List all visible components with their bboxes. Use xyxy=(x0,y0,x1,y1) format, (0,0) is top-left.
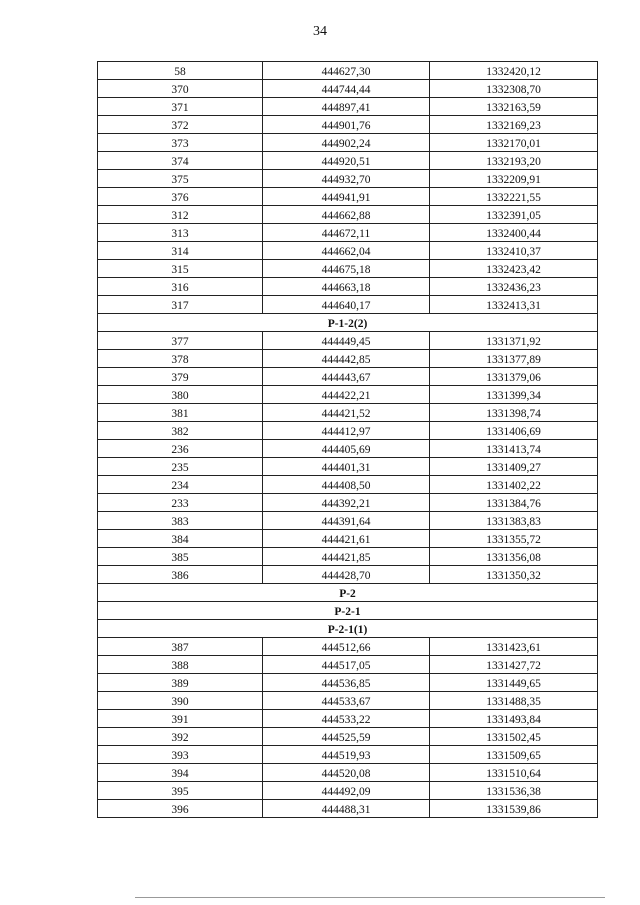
y-coordinate-cell: 1332193,20 xyxy=(430,152,598,170)
point-number-cell: 233 xyxy=(98,494,263,512)
coordinates-table xyxy=(97,61,598,818)
y-coordinate-cell: 1331502,45 xyxy=(430,728,598,746)
table-row xyxy=(98,134,598,152)
x-coordinate-cell: 444392,21 xyxy=(263,494,430,512)
table-row xyxy=(98,494,598,512)
table-row xyxy=(98,458,598,476)
x-coordinate-cell: 444391,64 xyxy=(263,512,430,530)
point-number-cell: 383 xyxy=(98,512,263,530)
table-row xyxy=(98,674,598,692)
table-row xyxy=(98,782,598,800)
point-number-cell: 236 xyxy=(98,440,263,458)
table-row xyxy=(98,62,598,80)
table-row xyxy=(98,386,598,404)
section-header-row xyxy=(98,620,598,638)
x-coordinate-cell: 444533,22 xyxy=(263,710,430,728)
y-coordinate-cell: 1331539,86 xyxy=(430,800,598,818)
point-number-cell: 381 xyxy=(98,404,263,422)
x-coordinate-cell: 444897,41 xyxy=(263,98,430,116)
x-coordinate-cell: 444512,66 xyxy=(263,638,430,656)
table-row xyxy=(98,332,598,350)
point-number-cell: 393 xyxy=(98,746,263,764)
x-coordinate-cell: 444675,18 xyxy=(263,260,430,278)
table-row xyxy=(98,566,598,584)
y-coordinate-cell: 1331356,08 xyxy=(430,548,598,566)
x-coordinate-cell: 444640,17 xyxy=(263,296,430,314)
y-coordinate-cell: 1331371,92 xyxy=(430,332,598,350)
x-coordinate-cell: 444536,85 xyxy=(263,674,430,692)
point-number-cell: 387 xyxy=(98,638,263,656)
y-coordinate-cell: 1331355,72 xyxy=(430,530,598,548)
section-label: Р-2-1(1) xyxy=(98,620,598,638)
y-coordinate-cell: 1331449,65 xyxy=(430,674,598,692)
y-coordinate-cell: 1331423,61 xyxy=(430,638,598,656)
point-number-cell: 392 xyxy=(98,728,263,746)
point-number-cell: 316 xyxy=(98,278,263,296)
point-number-cell: 390 xyxy=(98,692,263,710)
x-coordinate-cell: 444421,52 xyxy=(263,404,430,422)
table-row xyxy=(98,368,598,386)
point-number-cell: 396 xyxy=(98,800,263,818)
table-row xyxy=(98,728,598,746)
y-coordinate-cell: 1331409,27 xyxy=(430,458,598,476)
x-coordinate-cell: 444663,18 xyxy=(263,278,430,296)
y-coordinate-cell: 1332413,31 xyxy=(430,296,598,314)
table-row xyxy=(98,512,598,530)
point-number-cell: 389 xyxy=(98,674,263,692)
point-number-cell: 372 xyxy=(98,116,263,134)
y-coordinate-cell: 1332436,23 xyxy=(430,278,598,296)
y-coordinate-cell: 1332308,70 xyxy=(430,80,598,98)
x-coordinate-cell: 444902,24 xyxy=(263,134,430,152)
table-row xyxy=(98,80,598,98)
x-coordinate-cell: 444662,04 xyxy=(263,242,430,260)
point-number-cell: 382 xyxy=(98,422,263,440)
y-coordinate-cell: 1331536,38 xyxy=(430,782,598,800)
point-number-cell: 315 xyxy=(98,260,263,278)
x-coordinate-cell: 444941,91 xyxy=(263,188,430,206)
x-coordinate-cell: 444901,76 xyxy=(263,116,430,134)
y-coordinate-cell: 1331383,83 xyxy=(430,512,598,530)
point-number-cell: 378 xyxy=(98,350,263,368)
y-coordinate-cell: 1332170,01 xyxy=(430,134,598,152)
y-coordinate-cell: 1332163,59 xyxy=(430,98,598,116)
table-row xyxy=(98,206,598,224)
table-row xyxy=(98,800,598,818)
y-coordinate-cell: 1331509,65 xyxy=(430,746,598,764)
table-row xyxy=(98,350,598,368)
x-coordinate-cell: 444517,05 xyxy=(263,656,430,674)
point-number-cell: 314 xyxy=(98,242,263,260)
table-row xyxy=(98,638,598,656)
table-row xyxy=(98,224,598,242)
x-coordinate-cell: 444442,85 xyxy=(263,350,430,368)
point-number-cell: 374 xyxy=(98,152,263,170)
y-coordinate-cell: 1332410,37 xyxy=(430,242,598,260)
point-number-cell: 394 xyxy=(98,764,263,782)
x-coordinate-cell: 444744,44 xyxy=(263,80,430,98)
x-coordinate-cell: 444662,88 xyxy=(263,206,430,224)
point-number-cell: 58 xyxy=(98,62,263,80)
point-number-cell: 234 xyxy=(98,476,263,494)
x-coordinate-cell: 444627,30 xyxy=(263,62,430,80)
point-number-cell: 380 xyxy=(98,386,263,404)
table-row xyxy=(98,116,598,134)
table-row xyxy=(98,440,598,458)
x-coordinate-cell: 444932,70 xyxy=(263,170,430,188)
point-number-cell: 371 xyxy=(98,98,263,116)
table-row xyxy=(98,530,598,548)
table-row xyxy=(98,188,598,206)
table-row xyxy=(98,404,598,422)
point-number-cell: 313 xyxy=(98,224,263,242)
section-label: Р-1-2(2) xyxy=(98,314,598,332)
y-coordinate-cell: 1331384,76 xyxy=(430,494,598,512)
x-coordinate-cell: 444492,09 xyxy=(263,782,430,800)
y-coordinate-cell: 1331493,84 xyxy=(430,710,598,728)
point-number-cell: 386 xyxy=(98,566,263,584)
point-number-cell: 317 xyxy=(98,296,263,314)
y-coordinate-cell: 1332391,05 xyxy=(430,206,598,224)
table-row xyxy=(98,764,598,782)
x-coordinate-cell: 444422,21 xyxy=(263,386,430,404)
coordinates-table-body xyxy=(98,62,598,818)
point-number-cell: 312 xyxy=(98,206,263,224)
section-header-row xyxy=(98,314,598,332)
table-row xyxy=(98,710,598,728)
table-row xyxy=(98,656,598,674)
y-coordinate-cell: 1331427,72 xyxy=(430,656,598,674)
point-number-cell: 375 xyxy=(98,170,263,188)
x-coordinate-cell: 444672,11 xyxy=(263,224,430,242)
point-number-cell: 373 xyxy=(98,134,263,152)
y-coordinate-cell: 1331413,74 xyxy=(430,440,598,458)
y-coordinate-cell: 1331402,22 xyxy=(430,476,598,494)
y-coordinate-cell: 1331350,32 xyxy=(430,566,598,584)
x-coordinate-cell: 444412,97 xyxy=(263,422,430,440)
x-coordinate-cell: 444405,69 xyxy=(263,440,430,458)
point-number-cell: 384 xyxy=(98,530,263,548)
point-number-cell: 385 xyxy=(98,548,263,566)
y-coordinate-cell: 1331398,74 xyxy=(430,404,598,422)
x-coordinate-cell: 444920,51 xyxy=(263,152,430,170)
y-coordinate-cell: 1332423,42 xyxy=(430,260,598,278)
point-number-cell: 235 xyxy=(98,458,263,476)
x-coordinate-cell: 444428,70 xyxy=(263,566,430,584)
table-row xyxy=(98,170,598,188)
point-number-cell: 388 xyxy=(98,656,263,674)
x-coordinate-cell: 444401,31 xyxy=(263,458,430,476)
x-coordinate-cell: 444449,45 xyxy=(263,332,430,350)
x-coordinate-cell: 444519,93 xyxy=(263,746,430,764)
y-coordinate-cell: 1332169,23 xyxy=(430,116,598,134)
table-row xyxy=(98,278,598,296)
table-row xyxy=(98,242,598,260)
point-number-cell: 376 xyxy=(98,188,263,206)
point-number-cell: 379 xyxy=(98,368,263,386)
point-number-cell: 395 xyxy=(98,782,263,800)
y-coordinate-cell: 1332420,12 xyxy=(430,62,598,80)
x-coordinate-cell: 444488,31 xyxy=(263,800,430,818)
y-coordinate-cell: 1331406,69 xyxy=(430,422,598,440)
y-coordinate-cell: 1331399,34 xyxy=(430,386,598,404)
x-coordinate-cell: 444421,61 xyxy=(263,530,430,548)
y-coordinate-cell: 1332221,55 xyxy=(430,188,598,206)
table-row xyxy=(98,692,598,710)
table-row xyxy=(98,548,598,566)
point-number-cell: 391 xyxy=(98,710,263,728)
table-row xyxy=(98,152,598,170)
table-row xyxy=(98,422,598,440)
point-number-cell: 370 xyxy=(98,80,263,98)
section-label: Р-2 xyxy=(98,584,598,602)
x-coordinate-cell: 444408,50 xyxy=(263,476,430,494)
section-header-row xyxy=(98,584,598,602)
y-coordinate-cell: 1332400,44 xyxy=(430,224,598,242)
x-coordinate-cell: 444525,59 xyxy=(263,728,430,746)
section-header-row xyxy=(98,602,598,620)
x-coordinate-cell: 444421,85 xyxy=(263,548,430,566)
section-label: Р-2-1 xyxy=(98,602,598,620)
page-bottom-rule xyxy=(135,897,605,898)
x-coordinate-cell: 444520,08 xyxy=(263,764,430,782)
y-coordinate-cell: 1331377,89 xyxy=(430,350,598,368)
y-coordinate-cell: 1331379,06 xyxy=(430,368,598,386)
y-coordinate-cell: 1331510,64 xyxy=(430,764,598,782)
y-coordinate-cell: 1331488,35 xyxy=(430,692,598,710)
x-coordinate-cell: 444443,67 xyxy=(263,368,430,386)
table-row xyxy=(98,98,598,116)
x-coordinate-cell: 444533,67 xyxy=(263,692,430,710)
table-row xyxy=(98,260,598,278)
table-row xyxy=(98,746,598,764)
point-number-cell: 377 xyxy=(98,332,263,350)
page-number: 34 xyxy=(313,24,327,39)
table-row xyxy=(98,476,598,494)
y-coordinate-cell: 1332209,91 xyxy=(430,170,598,188)
table-row xyxy=(98,296,598,314)
